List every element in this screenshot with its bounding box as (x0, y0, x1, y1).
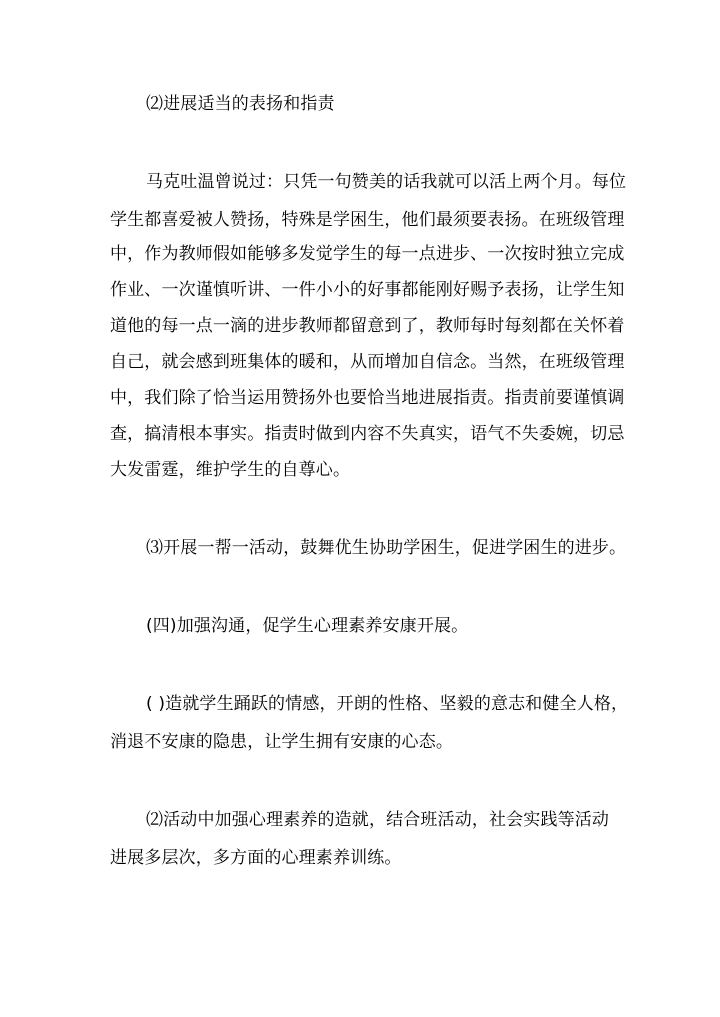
paragraph-line: 消退不安康的隐患，让学生拥有安康的心态。 (110, 732, 453, 752)
paragraph-line: 大发雷霆，维护学生的自尊心。 (110, 460, 351, 480)
heading-praise-and-criticism: ⑵进展适当的表扬和指责 (146, 94, 335, 114)
paragraph-line: 道他的每一点一滴的进步教师都留意到了，教师每时每刻都在关怀着 (110, 316, 625, 336)
paragraph-line: ⑵活动中加强心理素养的造就，结合班活动，社会实践等活动 (146, 810, 610, 830)
paragraph-line: 马克吐温曾说过：只凭一句赞美的话我就可以活上两个月。每位 (146, 172, 627, 192)
paragraph-line: 作业、一次谨慎听讲、一件小小的好事都能刚好赐予表扬，让学生知 (110, 280, 625, 300)
paragraph-line: 自己，就会感到班集体的暖和，从而增加自信念。当然，在班级管理 (110, 352, 625, 372)
paragraph-line: 中，我们除了恰当运用赞扬外也要恰当地进展指责。指责前要谨慎调 (110, 388, 625, 408)
paragraph-line: ( )造就学生踊跃的情感，开朗的性格、坚毅的意志和健全人格， (146, 694, 629, 714)
paragraph-line: 中，作为教师假如能够多发觉学生的每一点进步、一次按时独立完成 (110, 244, 625, 264)
section-heading-mental-health: (四)加强沟通，促学生心理素养安康开展。 (146, 616, 469, 636)
heading-peer-help-activity: ⑶开展一帮一活动，鼓舞优生协助学困生，促进学困生的进步。 (146, 538, 627, 558)
paragraph-line: 学生都喜爱被人赞扬，特殊是学困生，他们最须要表扬。在班级管理 (110, 210, 625, 230)
paragraph-line: 查，搞清根本事实。指责时做到内容不失真实，语气不失委婉，切忌 (110, 424, 625, 444)
paragraph-line: 进展多层次，多方面的心理素养训练。 (110, 848, 402, 868)
